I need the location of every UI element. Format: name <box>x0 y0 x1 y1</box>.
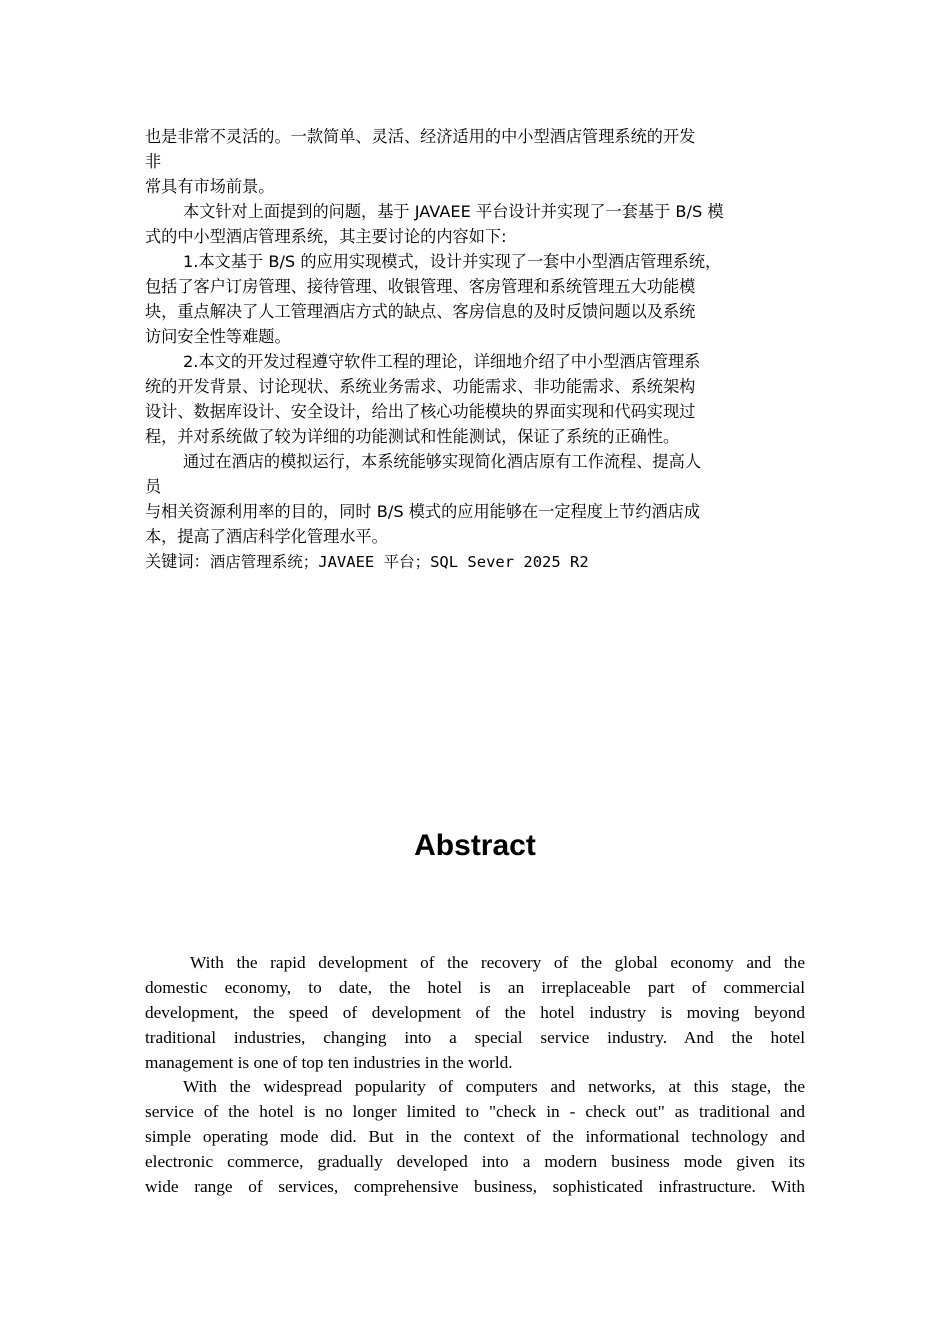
keywords-value: 酒店管理系统；JAVAEE 平台；SQL Sever 2025 R2 <box>209 553 589 571</box>
text-line: 非 <box>145 152 162 171</box>
cn-list-item-2 <box>145 349 825 449</box>
abstract-paragraph-2 <box>145 1074 805 1199</box>
text-line: 程，并对系统做了较为详细的功能测试和性能测试，保证了系统的正确性。 <box>145 427 680 446</box>
text-line: 访问安全性等难题。 <box>145 327 291 346</box>
text-line: wide range of services, comprehensive business, sophisticated infrastructure. With <box>145 1177 805 1196</box>
text-line: 本文针对上面提到的问题，基于 JAVAEE 平台设计并实现了一套基于 B/S 模 <box>183 202 724 221</box>
text-line: 员 <box>145 477 162 496</box>
cn-paragraph-2 <box>145 199 825 249</box>
cn-paragraph-3 <box>145 449 825 549</box>
text-line: domestic economy, to date, the hotel is an irreplaceable part of commercial <box>145 978 805 997</box>
text-line: management is one of top ten industries in the world. <box>145 1053 513 1072</box>
cn-paragraph-1 <box>145 124 825 199</box>
text-line: simple operating mode did. But in the context of the informational technology and <box>145 1127 805 1146</box>
cn-list-item-1 <box>145 249 825 349</box>
text-line: 本，提高了酒店科学化管理水平。 <box>145 527 388 546</box>
text-line: 统的开发背景、讨论现状、系统业务需求、功能需求、非功能需求、系统架构 <box>145 377 696 396</box>
text-line: 设计、数据库设计、安全设计，给出了核心功能模块的界面实现和代码实现过 <box>145 402 696 421</box>
text-line: electronic commerce, gradually developed into a modern business mode given its <box>145 1152 805 1171</box>
text-line: 块，重点解决了人工管理酒店方式的缺点、客房信息的及时反馈问题以及系统 <box>145 302 696 321</box>
text-line: traditional industries, changing into a special service industry. And the hotel <box>145 1028 805 1047</box>
text-line: 与相关资源利用率的目的，同时 B/S 模式的应用能够在一定程度上节约酒店成 <box>145 502 701 521</box>
keywords-line <box>145 549 825 575</box>
abstract-heading: Abstract <box>414 829 536 862</box>
text-line: service of the hotel is no longer limited to "check in - check out" as traditional and <box>145 1102 805 1121</box>
text-line: 包括了客户订房管理、接待管理、收银管理、客房管理和系统管理五大功能模 <box>145 277 696 296</box>
abstract-paragraph-1 <box>145 950 805 1075</box>
text-line: 2.本文的开发过程遵守软件工程的理论，详细地介绍了中小型酒店管理系 <box>183 352 701 371</box>
text-line: With the rapid development of the recovery of the global economy and the <box>190 953 805 972</box>
keywords-label: 关键词： <box>145 552 210 571</box>
text-line: With the widespread popularity of computers and networks, at this stage, the <box>183 1077 805 1096</box>
text-line: 常具有市场前景。 <box>145 177 275 196</box>
text-line: 通过在酒店的模拟运行，本系统能够实现简化酒店原有工作流程、提高人 <box>183 452 701 471</box>
text-line: 式的中小型酒店管理系统，其主要讨论的内容如下: <box>145 227 507 246</box>
text-line: development, the speed of development of the hotel industry is moving beyond <box>145 1003 805 1022</box>
text-line: 也是非常不灵活的。一款简单、灵活、经济适用的中小型酒店管理系统的开发 <box>145 127 696 146</box>
text-line: 1.本文基于 B/S 的应用实现模式，设计并实现了一套中小型酒店管理系统， <box>183 252 722 271</box>
